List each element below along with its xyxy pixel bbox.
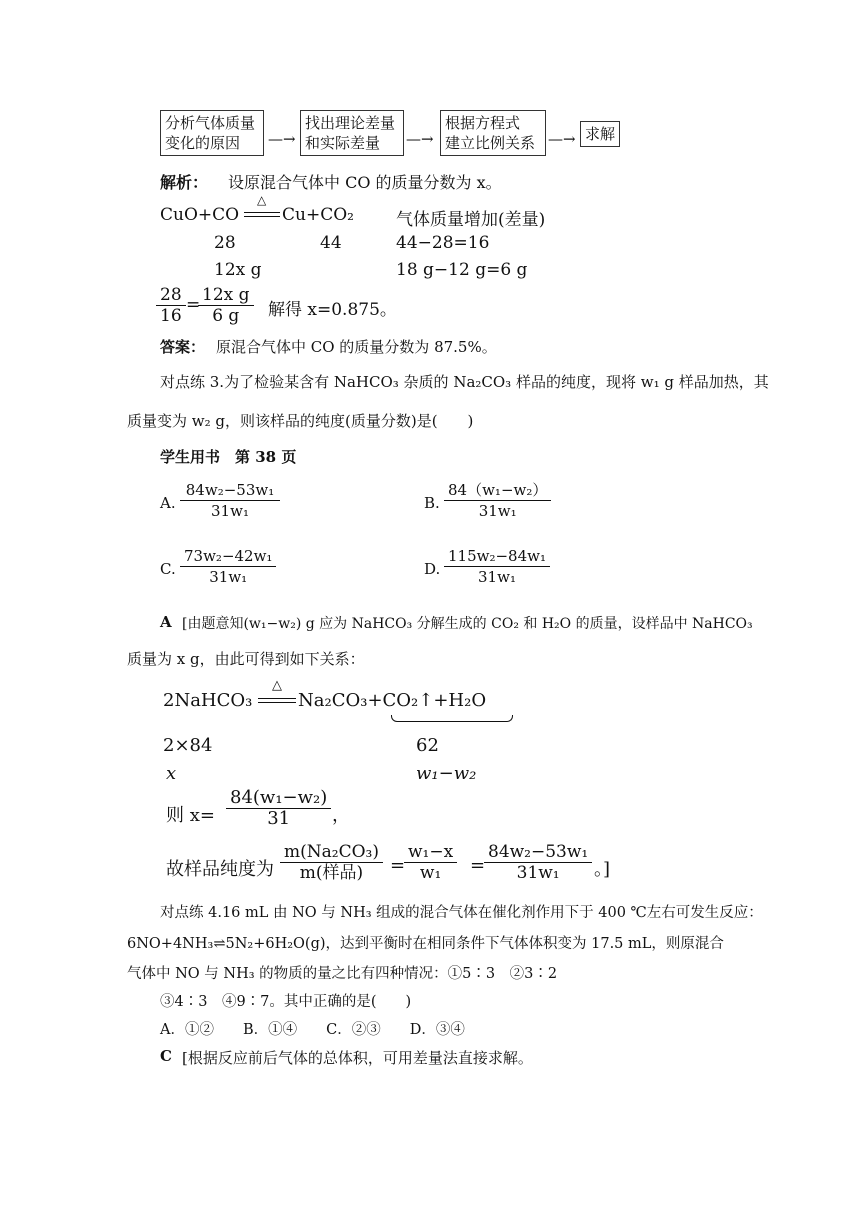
sol3-purity-eq2: = [470, 855, 486, 876]
sol3-x-tail: ， [332, 805, 350, 826]
analysis-eq-right: Cu+CO₂ [282, 205, 354, 225]
q3-line2: 质量变为 w₂ g，则该样品的纯度(质量分数)是( ) [127, 412, 474, 430]
q3-option-a-label: A. [160, 494, 176, 512]
sol3-eq-right: Na₂CO₃+CO₂↑+H₂O [298, 690, 487, 711]
analysis-text: 设原混合气体中 CO 的质量分数为 x。 [228, 173, 502, 192]
analysis-frac2 [198, 285, 254, 326]
analysis-frac1 [156, 285, 186, 326]
sol3-purity-frac1-num: m(Na₂CO₃) [280, 842, 383, 863]
sol3-x-frac [226, 788, 331, 829]
q3-option-d-num: 115w₂−84w₁ [444, 546, 550, 567]
q4-line1: 对点练 4.16 mL 由 NO 与 NH₃ 组成的混合气体在催化剂作用下于 400 ℃左右可发生反应： [160, 905, 763, 921]
q3-option-d-label: D. [424, 560, 441, 578]
q3-page-ref: 学生用书 第 38 页 [160, 448, 297, 466]
q3-option-a-den: 31w₁ [211, 502, 249, 520]
flow-step-1 [160, 110, 264, 156]
sol3-eq-left: 2NaHCO₃ [163, 690, 253, 711]
sol3-purity-frac2 [404, 842, 457, 883]
sol3-line1: [由题意知(w₁−w₂) g 应为 NaHCO₃ 分解生成的 CO₂ 和 H₂O 的质量，设样品中 NaHCO₃ [182, 616, 753, 632]
q4-line4: ③4∶3 ④9∶7。其中正确的是( ) [160, 994, 412, 1010]
analysis-label: 解析： [160, 173, 209, 192]
analysis-frac2-num: 12x g [198, 285, 254, 306]
sol3-purity-frac2-den: w₁ [419, 863, 442, 883]
analysis-frac1-den: 16 [160, 306, 182, 326]
sol3-purity-frac1 [280, 842, 383, 883]
sol3-purity-eq1: = [390, 855, 406, 876]
q3-option-b-den: 31w₁ [478, 502, 517, 520]
flow-step-4 [580, 121, 620, 147]
flow-step-3-line1: 根据方程式 [445, 114, 521, 132]
sol3-row1-b: 62 [416, 735, 439, 756]
answer-label: 答案： [160, 338, 206, 356]
analysis-eq-note: 气体质量增加(差量) [396, 210, 546, 230]
flow-step-3-line2: 建立比例关系 [445, 134, 536, 152]
analysis-frac-eq: = [186, 295, 201, 315]
flow-step-1-line2: 变化的原因 [165, 134, 241, 152]
analysis-result: 解得 x=0.875。 [268, 300, 397, 320]
sol3-purity-frac2-num: w₁−x [404, 842, 457, 863]
q3-option-a-num: 84w₂−53w₁ [180, 480, 280, 501]
sol3-purity-tail: 。] [594, 859, 611, 880]
flow-step-3 [440, 110, 546, 156]
flow-step-1-line1: 分析气体质量 [165, 114, 256, 132]
analysis-frac2-den: 6 g [212, 306, 240, 326]
analysis-eq-double-line [244, 212, 280, 217]
q3-option-d-frac [444, 546, 550, 587]
sol3-purity-frac3-den: 31w₁ [516, 863, 560, 883]
q3-option-c-label: C. [160, 560, 176, 578]
sol3-row2-a: x [166, 763, 177, 784]
q4-line3: 气体中 NO 与 NH₃ 的物质的量之比有四种情况：①5∶3 ②3∶2 [127, 966, 558, 982]
q3-option-b-frac [444, 480, 551, 521]
sol3-underbrace [391, 715, 513, 722]
q4-options: A．①② B．①④ C．②③ D．③④ [160, 1022, 465, 1038]
sol3-purity-prefix: 故样品纯度为 [166, 859, 274, 880]
q3-option-a-frac [180, 480, 280, 521]
q3-line1: 对点练 3.为了检验某含有 NaHCO₃ 杂质的 Na₂CO₃ 样品的纯度，现将 w₁ g 样品加热，其 [160, 373, 769, 391]
analysis-row2-a: 12x g [214, 260, 262, 280]
sol3-row1-a: 2×84 [163, 735, 213, 756]
flow-step-2 [300, 110, 404, 156]
answer-text: 原混合气体中 CO 的质量分数为 87.5%。 [216, 338, 497, 356]
sol3-eq-condition: △ [272, 678, 282, 693]
q4-key: C [160, 1047, 172, 1065]
analysis-frac1-num: 28 [156, 285, 186, 306]
sol3-line2: 质量为 x g，由此可得到如下关系： [127, 650, 365, 668]
sol3-key: A [160, 613, 172, 631]
sol3-purity-frac3 [484, 842, 592, 883]
analysis-row1-c: 44−28=16 [396, 233, 490, 253]
sol3-x-den: 31 [267, 808, 291, 829]
q3-option-c-frac [180, 546, 276, 587]
sol3-purity-frac3-num: 84w₂−53w₁ [484, 842, 592, 863]
sol3-row2-b: w₁−w₂ [416, 763, 477, 784]
flow-arrow-3: —→ [548, 130, 576, 148]
q3-option-b-label: B. [424, 494, 440, 512]
analysis-row2-c: 18 g−12 g=6 g [396, 260, 528, 280]
sol3-x-num: 84(w₁−w₂) [226, 788, 331, 809]
sol3-purity-frac1-den: m(样品) [299, 863, 364, 883]
q4-solution: [根据反应前后气体的总体积，可用差量法直接求解。 [182, 1049, 533, 1067]
analysis-row1-a: 28 [214, 233, 236, 253]
q3-option-c-num: 73w₂−42w₁ [180, 546, 276, 567]
flow-step-4-label: 求解 [585, 125, 616, 143]
analysis-eq-left: CuO+CO [160, 205, 240, 225]
sol3-x-prefix: 则 x= [166, 805, 215, 826]
sol3-eq-double-line [258, 698, 296, 703]
q4-line2: 6NO+4NH₃⇌5N₂+6H₂O(g)，达到平衡时在相同条件下气体体积变为 17.5 mL，则原混合 [127, 936, 724, 952]
q3-option-c-den: 31w₁ [209, 568, 248, 586]
q3-option-d-den: 31w₁ [478, 568, 516, 586]
analysis-row1-b: 44 [320, 233, 342, 253]
flow-step-2-line2: 和实际差量 [305, 134, 381, 152]
flow-arrow-1: —→ [268, 130, 296, 148]
q3-option-b-num: 84（w₁−w₂） [444, 480, 551, 501]
flow-arrow-2: —→ [406, 130, 434, 148]
analysis-eq-condition: △ [257, 193, 267, 207]
flow-step-2-line1: 找出理论差量 [305, 114, 396, 132]
